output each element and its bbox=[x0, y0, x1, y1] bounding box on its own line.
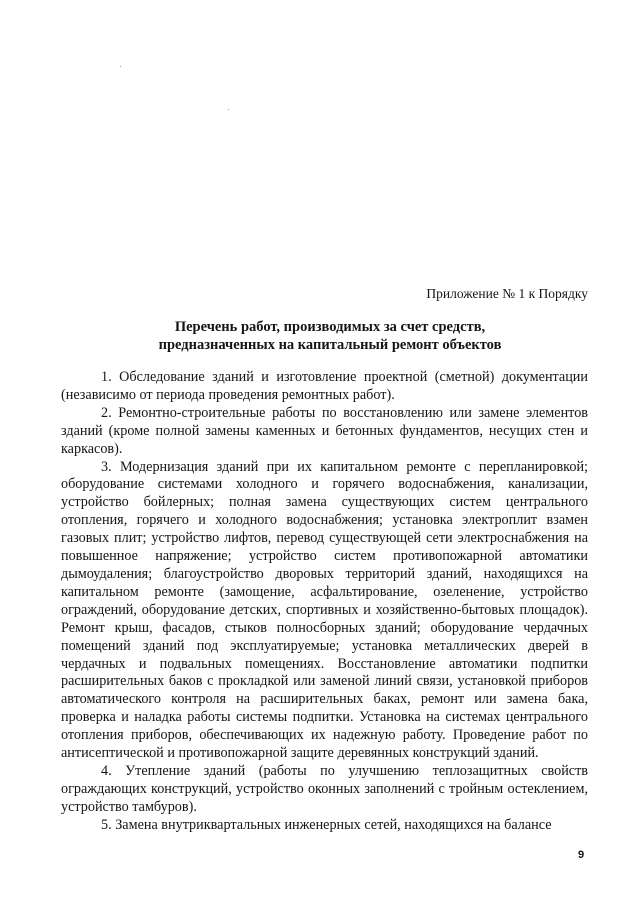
document-body bbox=[61, 369, 588, 835]
scan-speck bbox=[228, 109, 229, 110]
scan-speck bbox=[120, 66, 121, 67]
paragraph-4: 4. Утепление зданий (работы по улучшению теплозащитных свойств ограждающих конструкций, устройство оконных заполнений с тройным остеклением, устройство тамбуров). bbox=[61, 762, 588, 815]
page-number: 9 bbox=[578, 849, 585, 861]
paragraph-5: 5. Замена внутриквартальных инженерных сетей, находящихся на балансе bbox=[101, 816, 552, 833]
paragraph-1: 1. Обследование зданий и изготовление проектной (сметной) документации (независимо от периода проведения ремонтных работ). bbox=[61, 369, 588, 403]
document-title bbox=[100, 318, 560, 354]
title-line-2: предназначенных на капитальный ремонт объектов bbox=[158, 337, 502, 353]
title-line-1: Перечень работ, производимых за счет средств, bbox=[174, 319, 486, 335]
paragraph-2: 2. Ремонтно-строительные работы по восстановлению или замене элементов зданий (кроме полной замены каменных и бетонных фундаментов, несущих стен и каркасов). bbox=[61, 404, 588, 457]
appendix-label: Приложение № 1 к Порядку bbox=[426, 286, 588, 301]
paragraph-3: 3. Модернизация зданий при их капитальном ремонте с перепланировкой; оборудование системами холодного и горячего водоснабжения, канализации, устройство бойлерных; полная замена существующих систем центрального отопления, горячего и холодного водоснабжения; установка электроплит взамен газовых плит; устройство лифтов, перевод существующей сети электроснабжения на повышенное напряжение; устройство систем противопожарной автоматики дымоудаления; благоустройство дворовых территорий зданий, находящихся на капитальном ремонте (замощение, асфальтирование, озеленение, устройство ограждений, оборудование детских, спортивных и хозяйственно-бытовых площадок). Ремонт крыш, фасадов, стыков полносборных зданий; оборудование чердачных помещений зданий под эксплуатируемые; установка металлических дверей в чердачных и подвальных помещениях. Восстановление автоматики подпитки расширительных баков с прокладкой или заменой линий связи, установкой приборов автоматического контроля на расширительных баках, ремонт или замена бака, проверка и наладка работы системы подпитки. Установка на системах центрального отопления приборов, обеспечивающих их надежную работу. Проведение работ по антисептической и противопожарной защите деревянных конструкций зданий. bbox=[61, 458, 588, 762]
